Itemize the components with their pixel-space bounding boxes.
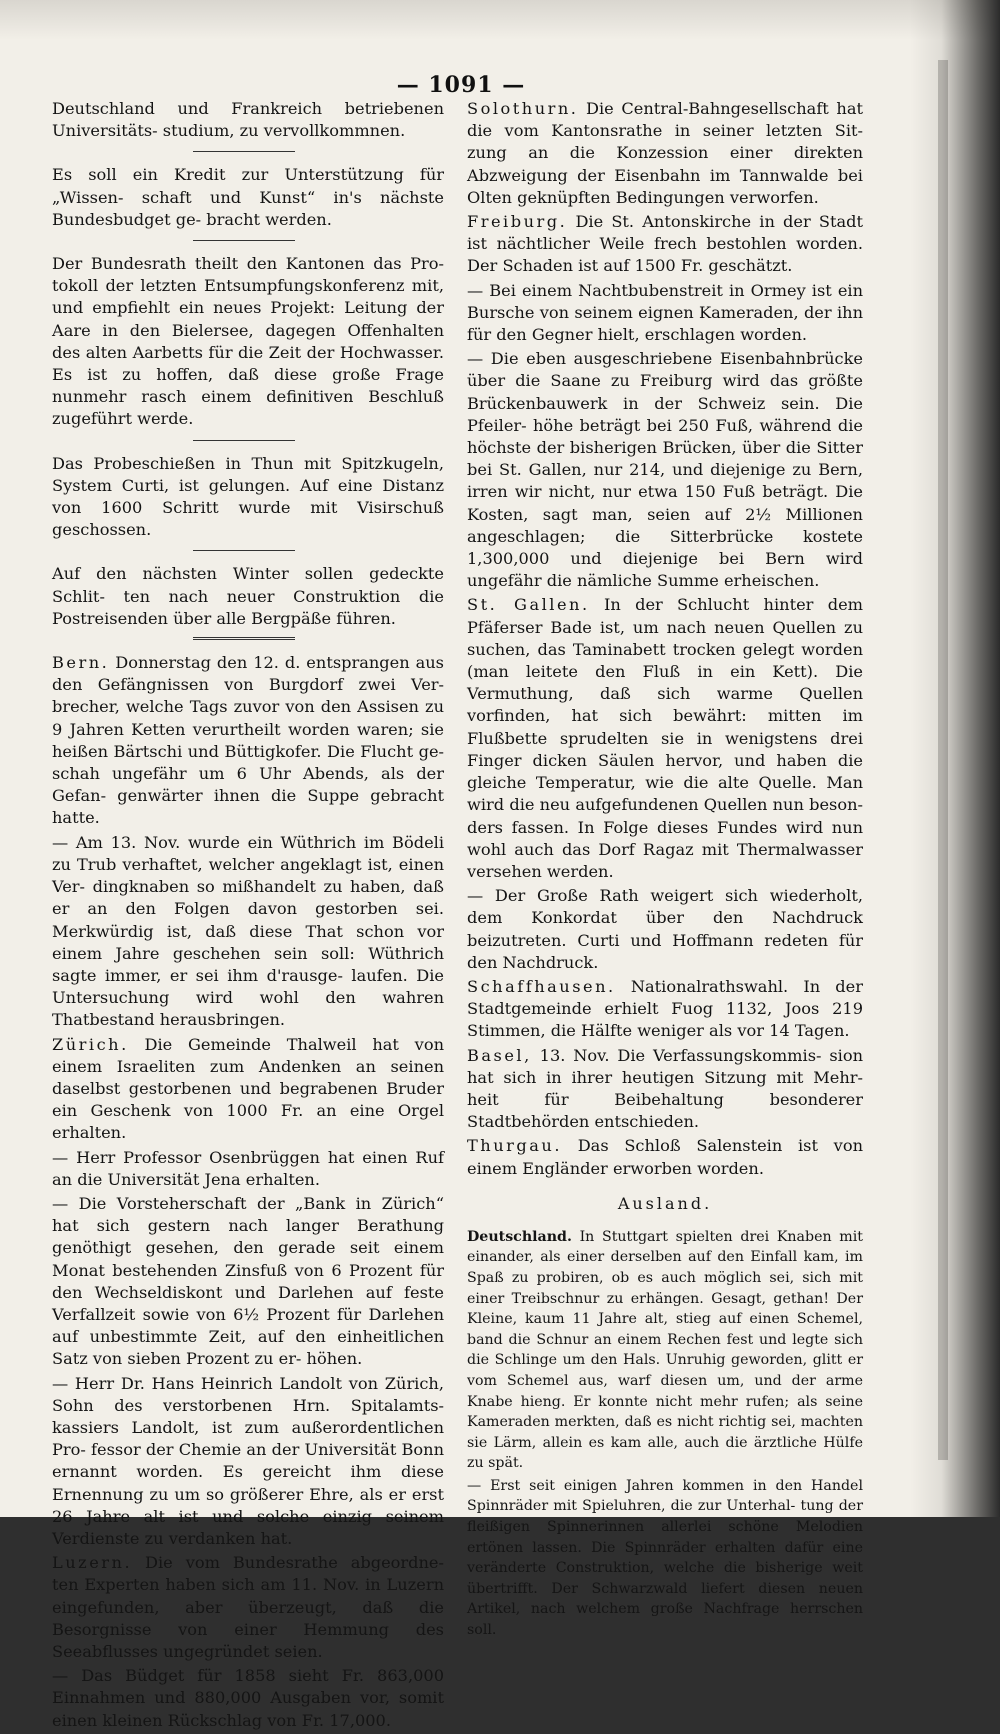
place-zuerich: Zürich. — [52, 1034, 129, 1054]
article-schaffhausen — [467, 976, 863, 1043]
article-probeschiessen: Das Probeschießen in Thun mit Spitzkugeln, System Curti, ist gelungen. Auf eine Distanz von 1600 Schritt wurde mit Visirschuß geschossen. — [52, 453, 444, 540]
article-bundesrath: Der Bundesrath theilt den Kantonen das Pro- tokoll der letzten Entsumpfungskonferenz mit, und empfiehlt ein neues Projekt: Leitung der Aare in den Bielersee, dagegen Offenhalten des alten Aarbetts für die Zeit der Hochwasser. Es ist zu hoffen, daß diese große Frage nunmehr rasch einem definitiven Beschluß zugeführt werde. — [52, 254, 444, 429]
article-deutschland-text: In Stuttgart spielten drei Knaben mit einander, als einer derselben auf den Einfall kam, im Spaß zu probiren, ob es auch möglich sei, sich mit einer Treibschnur zu erhängen. Gesagt, gethan! Der Kleine, kaum 11 Jahre alt, stieg auf einen Schemel, band die Schnur an einem Rechen fest und legte sich die Schlinge um den Hals. Unruhig geworden, glitt er vom Schemel aus, warf diesen um, und der arme Knabe hieng. Er konnte nicht mehr rufen; als seine Kameraden merkten, daß es nicht richtig sei, machten sie Lärm, allein es kam alle, auch die ärztliche Hülfe zu spät. — [467, 1228, 863, 1472]
article-bruecke: — Die eben ausgeschriebene Eisenbahnbrücke über die Saane zu Freiburg wird das größte Brückenbauwerk in der Schweiz sein. Die Pfeiler- höhe beträgt bei 250 Fuß, während die höchste der bisherigen Brücken, über die Sitter bei St. Gallen, nur 214, und diejenige zu Bern, irren wir nicht, nur etwa 150 Fuß beträgt. Die Kosten, sagt man, seien auf 2½ Millionen angeschlagen; die Sitterbrücke kostete 1,300,000 und diejenige bei Bern wird ungefähr die nämliche Summe erheischen. — [467, 349, 863, 591]
place-basel: Basel, — [467, 1045, 532, 1065]
article-luzern-text: Die vom Bundesrathe abgeordne- ten Experten haben sich am 11. Nov. in Luzern eingefunden, aber überzeugt, daß die Besorgnisse von einer Hemmung des Seeabflusses ungegründet seien. — [52, 1553, 444, 1661]
separator-ornament — [52, 634, 444, 646]
separator-rule — [52, 146, 444, 158]
page-top-shadow — [0, 0, 1000, 40]
article-budget: — Das Büdget für 1858 sieht Fr. 863,000 Einnahmen und 880,000 Ausgaben vor, somit einen kleinen Rückschlag von Fr. 17,000. — [52, 1666, 444, 1730]
article-st-gallen-text: In der Schlucht hinter dem Pfäferser Bade ist, um nach neuen Quellen zu suchen, das Taminabett trocken gelegt worden (man leitete den Fluß in ein Kett). Die Vermuthung, daß sich warme Quellen vorfinden, hat sich bewährt: mitten im Flußbette sprudelten sie in wenigstens drei Finger dicken Säulen hervor, und haben die gleiche Temperatur, wie die alte Quelle. Man wird die neu aufgefundenen Quellen nun beson- ders fassen. In Folge dieses Fundes wird nun wohl auch das Dorf Ragaz mit Thermalwasser versehen werden. — [467, 595, 863, 881]
article-osenbruggen: — Herr Professor Osenbrüggen hat einen Ruf an die Universität Jena erhalten. — [52, 1147, 444, 1189]
article-solothurn — [467, 98, 863, 209]
place-bern: Bern. — [52, 653, 110, 673]
section-heading-ausland: Ausland. — [617, 1193, 713, 1213]
article-freiburg — [467, 211, 863, 278]
separator-rule — [52, 235, 444, 247]
article-bern-text: Donnerstag den 12. d. entsprangen aus den Gefängnissen von Burgdorf zwei Ver- brecher, welche Tags zuvor von den Assisen zu 9 Jahren Ketten verurtheilt worden waren; sie heißen Bärtschi und Büttigkofer. Die Flucht ge- schah ungefähr um 6 Uhr Abends, als der Gefan- genwärter ihnen die Suppe gebracht hatte. — [52, 653, 444, 828]
place-schaffhausen: Schaffhausen. — [467, 976, 616, 996]
article-deutschland — [467, 1227, 863, 1474]
place-luzern: Luzern. — [52, 1553, 133, 1573]
place-deutschland: Deutschland. — [467, 1228, 572, 1245]
article-freiburg-text: Die St. Antonskirche in der Stadt ist nächtlicher Weile frech bestohlen worden. Der Schaden ist auf 1500 Fr. geschätzt. — [467, 212, 863, 276]
left-column — [52, 98, 444, 1734]
article-basel-text: 13. Nov. Die Verfassungskommis- sion hat sich in ihrer heutigen Sitzung mit Mehr- heit für Beibehaltung besonderer Stadtbehörden entschieden. — [467, 1045, 864, 1132]
binding-shadow — [910, 0, 1000, 1517]
article-thurgau-text: Das Schloß Salenstein ist von einem Engländer erworben worden. — [467, 1136, 863, 1178]
place-thurgau: Thurgau. — [467, 1136, 562, 1156]
article-ormey: — Bei einem Nachtbubenstreit in Ormey ist ein Bursche von seinem eignen Kameraden, der ihn für den Gegner hielt, erschlagen worden. — [467, 280, 863, 345]
article-st-gallen — [467, 594, 863, 883]
article-wuethrich: — Am 13. Nov. wurde ein Wüthrich im Bödeli zu Trub verhaftet, welcher angeklagt ist, einen Ver- dingknaben so mißhandelt zu haben, daß er an den Folgen davon gestorben sei. Merkwürdig ist, daß diese That schon vor einem Jahre geschehen sein soll: Wüthrich sagte immer, er sei ihm d'rausge- laufen. Die Untersuchung wird wohl den wahren Thatbestand herausbringen. — [52, 832, 444, 1030]
article-landolt: — Herr Dr. Hans Heinrich Landolt von Zürich, Sohn des verstorbenen Hrn. Spitalamts- kassiers Landolt, ist zum außerordentlichen Pro- fessor der Chemie an der Universität Bonn ernannt worden. Es gereicht ihm diese Ernennung zu um so größerer Ehre, als er erst 26 Jahre alt ist und solche einzig seinem Verdienste zu verdanken hat. — [52, 1373, 444, 1548]
article-zuerich-text: Die Gemeinde Thalweil hat von einem Israeliten zum Andenken an seinen daselbst gestorbenen und begrabenen Bruder ein Geschenk von 1000 Fr. an eine Orgel erhalten. — [52, 1034, 444, 1143]
article-universitaet: Deutschland und Frankreich betriebenen Universitäts- studium, zu vervollkommnen. — [52, 99, 444, 141]
article-luzern — [52, 1552, 444, 1663]
separator-rule — [52, 545, 444, 557]
article-bern — [52, 652, 444, 830]
article-schlitten: Auf den nächsten Winter sollen gedeckte Schlit- ten nach neuer Construktion die Postreisenden über alle Bergpäße führen. — [52, 564, 444, 628]
article-spinnraeder: — Erst seit einigen Jahren kommen in den Handel Spinnräder mit Spieluhren, die zur Unterhal- tung der fleißigen Spinnerinnen allerlei schöne Melodien ertönen lassen. Die Spinnräder erhalten dafür eine veränderte Construktion, welche die bisherige weit übertrifft. Der Schwarzwald liefert diesen neuen Artikel, nach welchem große Nachfrage herrschen soll. — [467, 1477, 863, 1639]
place-freiburg: Freiburg. — [467, 212, 568, 232]
article-kredit: Es soll ein Kredit zur Unterstützung für „Wissen- schaft und Kunst“ in's nächste Bundesbudget ge- bracht werden. — [52, 165, 444, 229]
article-grosser-rath: — Der Große Rath weigert sich wiederholt, dem Konkordat über den Nachdruck beizutreten. Curti und Hoffmann redeten für den Nachdruck. — [467, 886, 863, 972]
place-solothurn: Solothurn. — [467, 99, 579, 118]
article-solothurn-text: Die Central-Bahngesellschaft hat die vom Kantonsrathe in seiner letzten Sit- zung an die Konzession einer direkten Abzweigung der Eisenbahn im Tannwalde bei Olten geknüpften Bedingungen verworfen. — [467, 99, 863, 207]
place-st-gallen: St. Gallen. — [467, 595, 590, 615]
separator-rule — [52, 435, 444, 447]
right-column — [467, 98, 863, 1643]
page-number: — 1091 — — [396, 72, 526, 98]
article-bank-zuerich: — Die Vorsteherschaft der „Bank in Zürich“ hat sich gestern nach langer Berathung genöthigt gesehen, den gerade seit einem Monat bestehenden Zinsfuß von 6 Prozent für den Wechseldiskont und Darlehen auf feste Verfallzeit sowie von 6½ Prozent für Darlehen auf unbestimmte Zeit, auf den einheitlichen Satz von sieben Prozent zu er- höhen. — [52, 1193, 444, 1369]
article-zuerich — [52, 1034, 444, 1145]
article-schaffhausen-text: Nationalrathswahl. In der Stadtgemeinde erhielt Fuog 1132, Joos 219 Stimmen, die Hälfte weniger als vor 14 Tagen. — [467, 976, 863, 1041]
article-basel — [467, 1045, 863, 1134]
article-thurgau — [467, 1135, 863, 1179]
